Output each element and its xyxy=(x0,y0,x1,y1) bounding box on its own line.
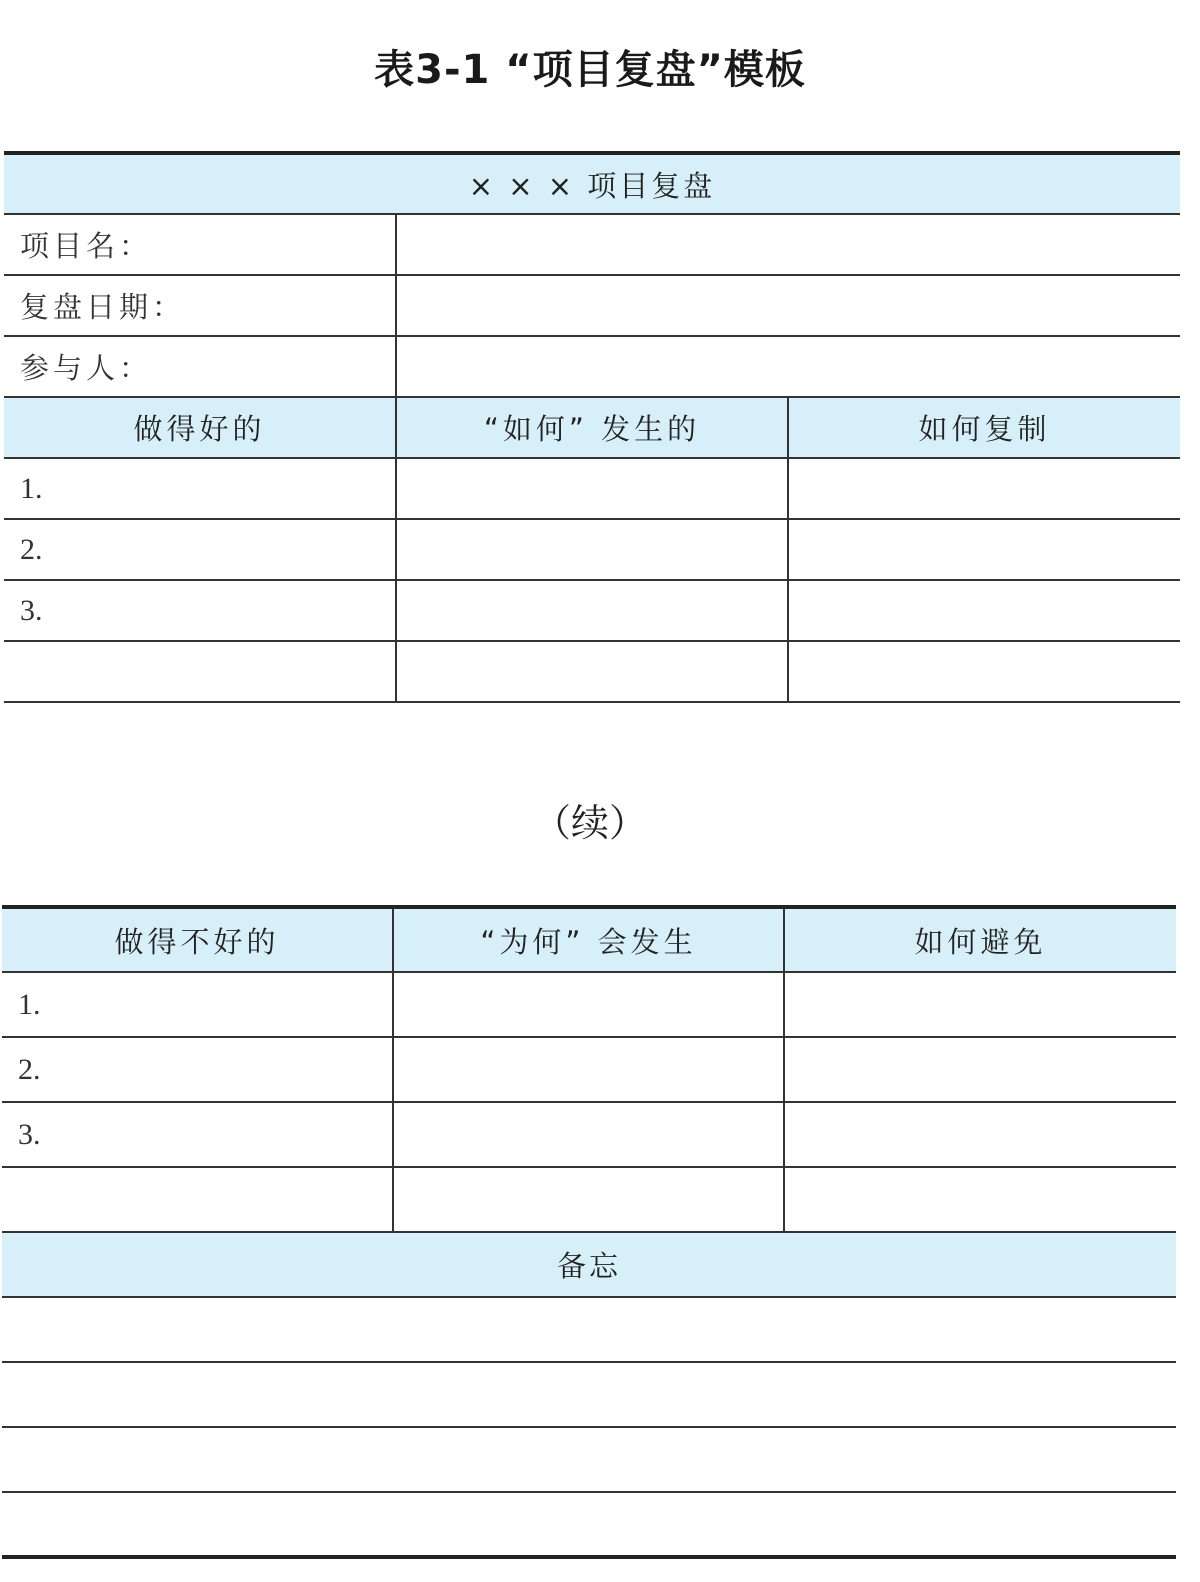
table-cell[interactable] xyxy=(784,972,1176,1037)
memo-line xyxy=(2,1492,1176,1557)
participants-field[interactable] xyxy=(396,336,1180,397)
table-row xyxy=(4,519,1180,580)
project-name-field[interactable] xyxy=(396,214,1180,275)
memo-field[interactable] xyxy=(2,1297,1176,1362)
info-row-project-name xyxy=(4,214,1180,275)
memo-line xyxy=(2,1362,1176,1427)
table-cell[interactable] xyxy=(788,641,1180,702)
table-cell[interactable] xyxy=(784,1102,1176,1167)
memo-field[interactable] xyxy=(2,1427,1176,1492)
table-row xyxy=(2,1167,1176,1232)
memo-header: 备忘 xyxy=(2,1232,1176,1297)
column-header-row xyxy=(2,907,1176,972)
project-review-table xyxy=(4,151,1180,703)
table-row xyxy=(4,458,1180,519)
table-row xyxy=(4,641,1180,702)
column-header-how-avoid: 如何避免 xyxy=(784,907,1176,972)
table-cell[interactable] xyxy=(393,1102,784,1167)
table-cell[interactable] xyxy=(393,1167,784,1232)
column-header-why-happened: “为何” 会发生 xyxy=(393,907,784,972)
table-cell[interactable] xyxy=(396,580,788,641)
column-header-done-poorly: 做得不好的 xyxy=(2,907,393,972)
column-header-row xyxy=(4,397,1180,458)
table-cell[interactable]: 1. xyxy=(2,972,393,1037)
table-row xyxy=(2,1037,1176,1102)
table-header: × × × 项目复盘 xyxy=(4,153,1180,214)
table-cell[interactable] xyxy=(784,1037,1176,1102)
table-cell[interactable] xyxy=(788,519,1180,580)
table-cell[interactable]: 2. xyxy=(2,1037,393,1102)
review-date-field[interactable] xyxy=(396,275,1180,336)
table-cell[interactable] xyxy=(396,519,788,580)
info-row-participants xyxy=(4,336,1180,397)
project-name-label: 项目名： xyxy=(4,214,396,275)
table-cell[interactable] xyxy=(2,1167,393,1232)
project-review-table-continued xyxy=(2,905,1176,1559)
table-header-row xyxy=(4,153,1180,214)
memo-field[interactable] xyxy=(2,1362,1176,1427)
page-title: 表3-1 “项目复盘”模板 xyxy=(374,47,806,93)
table-cell[interactable] xyxy=(4,641,396,702)
table-cell[interactable] xyxy=(788,580,1180,641)
table-cell[interactable] xyxy=(393,1037,784,1102)
table-cell[interactable]: 2. xyxy=(4,519,396,580)
column-header-how-happened: “如何” 发生的 xyxy=(396,397,788,458)
review-date-label: 复盘日期： xyxy=(4,275,396,336)
table-cell[interactable]: 3. xyxy=(4,580,396,641)
column-header-how-replicate: 如何复制 xyxy=(788,397,1180,458)
memo-field[interactable] xyxy=(2,1492,1176,1557)
table-cell[interactable] xyxy=(784,1167,1176,1232)
memo-line xyxy=(2,1427,1176,1492)
table-cell[interactable]: 1. xyxy=(4,458,396,519)
continued-label: （续） xyxy=(532,801,647,845)
info-row-review-date xyxy=(4,275,1180,336)
participants-label: 参与人： xyxy=(4,336,396,397)
table-cell[interactable] xyxy=(393,972,784,1037)
table-cell[interactable] xyxy=(396,641,788,702)
table-cell[interactable] xyxy=(396,458,788,519)
table-row xyxy=(2,972,1176,1037)
column-header-done-well: 做得好的 xyxy=(4,397,396,458)
memo-header-row xyxy=(2,1232,1176,1297)
table-row xyxy=(4,580,1180,641)
memo-line xyxy=(2,1297,1176,1362)
table-cell[interactable]: 3. xyxy=(2,1102,393,1167)
table-cell[interactable] xyxy=(788,458,1180,519)
table-row xyxy=(2,1102,1176,1167)
